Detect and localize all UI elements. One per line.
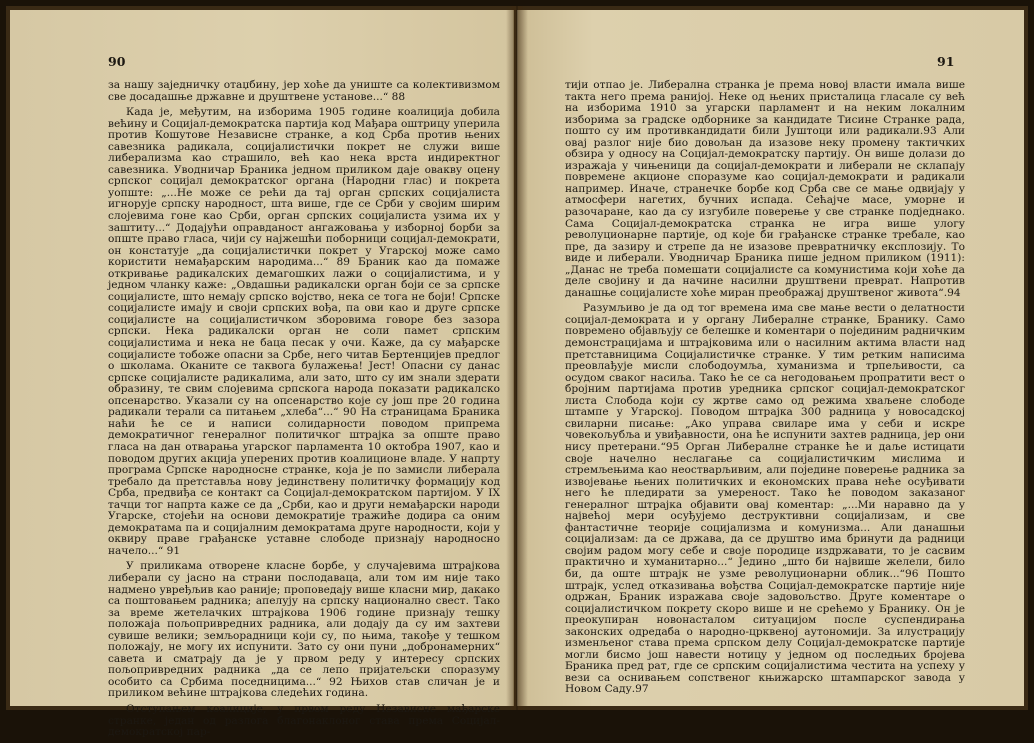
paragraph: Разумљиво је да од тог времена има све мање вести о делатности социјал-демократа и у органу Либералне странке, Бранику. Само повремено објављују се белешке и коментари о појединим радничким демонстрацијама и штрајковима или о насилним актима власти над претставницима Социјалистичке странке. У тим ретким написима преовлађује мисли слободоумља, хуманизма и трпељивости, са осудом сваког насиља. Тако ће се са негодовањем пропратити вест о бројним партијама против уредника српског социјал-демократског листа Слобода који су жртве само од режима хваљене слободе штампе у Угарској. Поводом штрајка 300 радница у новосадској свиларни писање: „Ако управа свиларе има у себи и искре човекољубља и увиђавности, она ће испунити захтев радница, јер они нису претерани.“95 Орган Либералне странке ће и даље истицати своје начелно неслагање са социјалистичким мислима и стремљењима као неостварљивим, али појединe поверење радника за извојевање њених политичких и економских права неће осуђивати него ће пледирати за умереност. Тако ће поводом заказаног генералног штрајка објавити овај коментар: „...Ми наравно да у највећој мери осуђујемо деструктивни социјализам, и све фантастичне теорије социјализма и комунизма... Али данашњи социјализам: да се држава, да се друштво има бринути да радници својим радом могу себе и своје породице издржавати, то је сасвим практично и хуманитарно...“ Једино „што би највише желели, било би, да оште штрајк не узме револуционарни облик...“96 Пошто штрајк, услед отказивања вођства Социјал-демократске партије није одржан, Браник изражава своје задовољство. Друге коментаре о социјалистичком покрету скоро више и не срећемо у Бранику. Он је преокупиран новонасталом ситуацијом после суспендирања законских одредаба о народно-црквеној аутономији. За илустрацију изменљеног става према српском делу Социјал-демократске партије могли бисмо још навести нотицу у једном од последњих бројева Браника пред рат, где се српским социјалистима честита на успеху у вези са оснивањем сопственог књижарско штампарског завода у Новом Саду.97 <box>565 302 965 696</box>
page-body <box>108 80 500 743</box>
paragraph: Када је, међутим, на изборима 1905 године коалиција добила већину и Социјал-демократска партија код Мађара оштрицу уперила против Кошутове Независне странке, а код Срба против њених савезника радикала, социјалистички покрет не служи више либерализма као страшило, већ као нека врста индиректног савезника. Уводничар Браника једном приликом даје овакву оцену српског социјал демократског органа (Народни глас) и покрета уопште: „...Не може се рећи да тај орган српских социјалиста игнорује српску народност, шта више, где се Срби у својим ширим слојевима гоне као Срби, орган српских социјалиста узима их у заштиту...“ Додајући оправданост ангажовања у изборној борби за опште право гласа, чији су најжешћи поборници социјал-демократи, он констатује „да социјалистички покрет у Угарској може само користити немађарским народима...“ 89 Браник као да помаже откривање радикалских демагошких лажи о социјалистима, и у једном чланку каже: „Овдашњи радикалски орган боји се за српске социјалисте, што немају српско војство, нека се тога не боји! Српске социјалисте имају и своји српских вођа, па ови као и друге српске социјалисте на социјалистичком зборовима говоре без зазора српски. Нека радикалски орган не соли памет српским социјалистима и нека не баца песак у очи. Каже, да су мађарске социјалисте тобоже опасни за Србе, него читав Бертенцијев предлог о школама. Оканите се таквога булажења! Јест! Опасни су данас српске социјалисте радикалима, али зато, што су им знали здерати образину, те свим слојевима српскога народа показати радикалско опсенарство. Указали су на опсенарство које су још пре 20 година радикали терали са питањем „хлеба“...“ 90 На страницама Браника наћи ће се и написи солидарности поводом припрема демократичног генералног политичког штрајка за опште право гласа на дан отварања угарског парламента 10 октобра 1907, као и поводом других акција уперених против коалиционе владе. У напрту програма Српске народносне странке, која је по замисли либерала требало да претставља нову јединствену политичку формацију код Срба, предвиђа се контакт са Социјал-демократском партијом. У IX тачци тог напрта каже се да „Срби, као и други немађарски народи Угарске, стојећи на основи демократије тражиће додира са оним демократама па и социјалним демократама друге народности, који у оквиру праве грађанске уставне слободе признају народносно начело...“ 91 <box>108 106 500 557</box>
page-body <box>565 80 965 700</box>
left-page <box>10 10 514 739</box>
book-spread <box>6 6 1028 739</box>
paragraph: тији отпао је. Либерална странка је према новој власти имала више такта него према ранијој. Неке од њених присталица гласале су већ на изборима 1910 за угарски парламент и на неким локалним изборима за градске одборнике за кандидате Тисине Странке рада, пошто су им противкандидати били Јуштоци или радикали.93 Али овај разлог није био довољан да изазове неку промену тактичких обзира у односу на Социјал-демократску партију. Он више долази до изражаја у чињеници да социјал-демократи и либерали не склапају повремене акционе споразуме као социјал-демократи и радикали например. Иначе, странечке борбе код Срба све се мање одвијају у атмосфери нагетих, бучних испада. Сећајче масе, уморне и разочаране, као да су изгубиле поверење у све странке подједнако. Сама Социјал-демократска странка не игра више улогу револуционарне партије, од које би грађанске странке требале, као пре, да зазиру и стрепе да не изазове превратничку експлозију. То виде и либерали. Уводничар Браника пише једном приликом (1911): „Данас не треба помешати социјалисте са комунистима који хоће да деле својину и да начине насилни друштвени преврат. Напротив данашње социјалисте хоће миран преображај друштвеног живота“.94 <box>565 79 965 299</box>
paragraph: У приликама отворене класне борбе, у случајевима штрајкова либерали су јасно на страни послодаваца, али том им није тако надмено увређљив као раније; проповедају више класни мир, дакако са поштовањем радника; апелују на српску национално свест. Тако за време жетелачких штрајкова 1906 године признају тешку положаја пољопривредних радника, али додају да су им захтеви сувише велики; земљорадници који су, по њима, такође у тешком положају, не могу их испунити. Зато су они пуни „добронамерних“ савета и сматрају да је у првом реду у интересу српских пољопривредних радника „да се лепо пријатељски споразуму особито са Србима поседницима...“ 92 Њихов став сличан је и приликом већине штрајкова следећих година. <box>108 560 500 700</box>
book-gutter <box>506 6 528 710</box>
page-number: 91 <box>937 54 955 69</box>
paragraph: Отступањем коалиције, у првом реду Независне мађарске странке, један од разлога благонаклоног става према Социјал-демократској пар- <box>108 702 500 739</box>
paragraph: за нашу заједничку отаџбину, јер хоће да униште са колективизмом све досадашње државне и друштвене установе...“ 88 <box>108 79 500 103</box>
right-page <box>517 10 1024 706</box>
page-number: 90 <box>108 54 126 69</box>
